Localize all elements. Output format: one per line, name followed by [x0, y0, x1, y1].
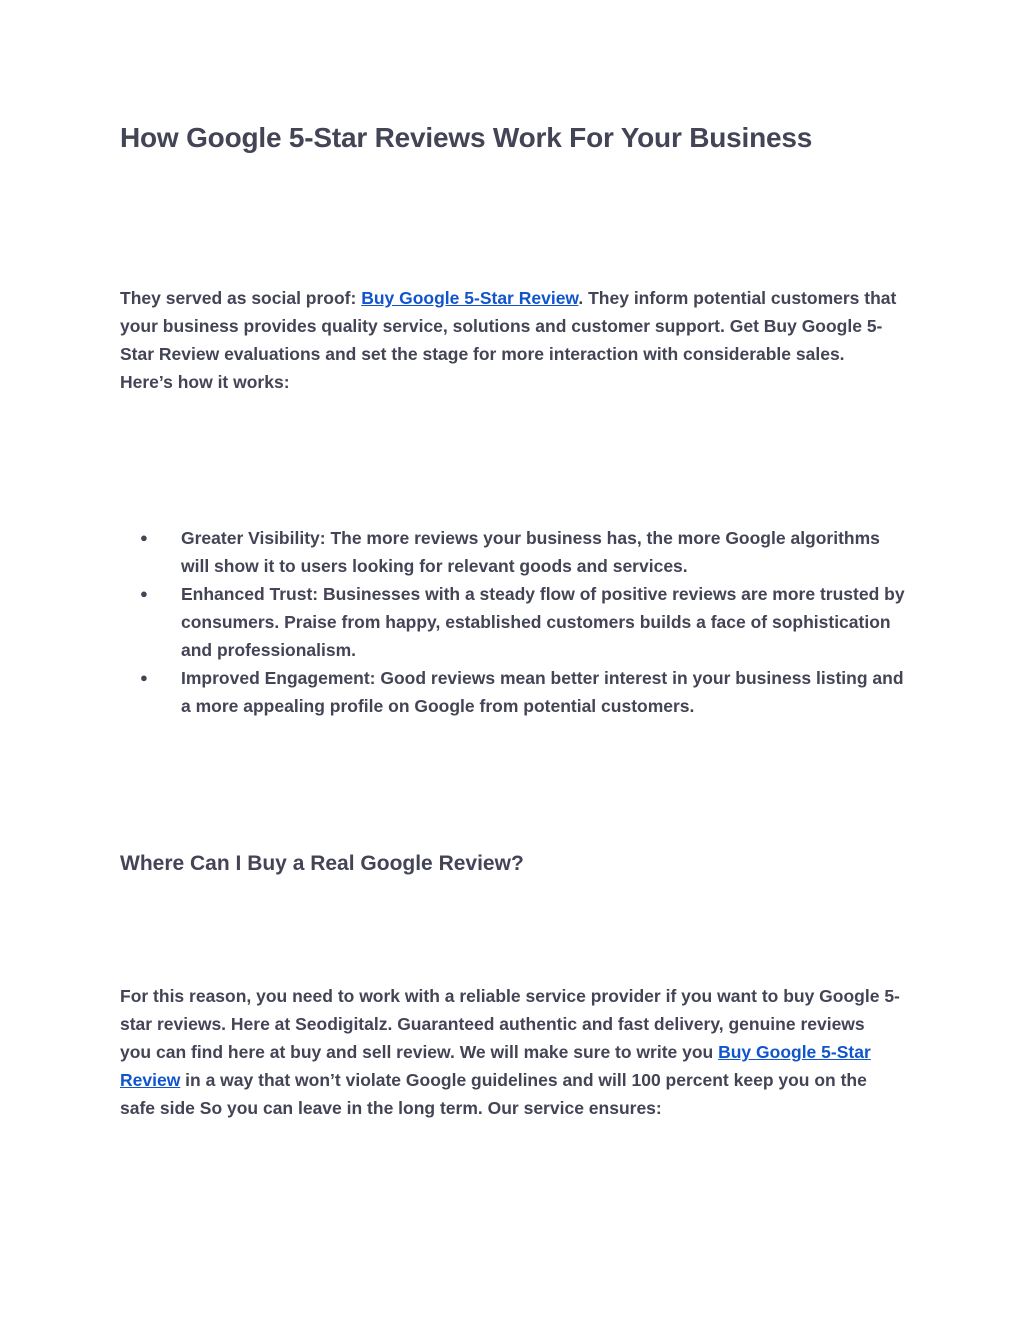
section-paragraph [120, 982, 900, 1122]
buy-google-review-link[interactable]: Buy Google 5-Star Review [361, 288, 579, 308]
intro-paragraph [120, 284, 900, 396]
bullet-icon: ● [140, 670, 148, 685]
buy-google-review-link[interactable]: Buy Google 5-Star Review [120, 1042, 871, 1090]
section-text-before-link: For this reason, you need to work with a reliable service provider if you want to buy Google 5-star reviews. Here at Seodigitalz. Guaranteed authentic and fast delivery, genuine reviews you can find here at buy and sell review. We will make sure to write you [120, 986, 900, 1062]
page-title: How Google 5-Star Reviews Work For Your Business [120, 122, 813, 153]
list-item-text: Greater Visibility: The more reviews your business has, the more Google algorithms will show it to users looking for relevant goods and services. [181, 528, 880, 576]
list-item [120, 524, 910, 580]
section-heading: Where Can I Buy a Real Google Review? [120, 852, 524, 875]
list-item-text: Enhanced Trust: Businesses with a steady flow of positive reviews are more trusted by consumers. Praise from happy, established customers builds a face of sophistication and professionalism. [181, 584, 905, 660]
list-item [120, 664, 910, 720]
intro-text-after-link: . They inform potential customers that your business provides quality service, solutions and customer support. Get Buy Google 5-Star Review evaluations and set the stage for more interaction with considerable sales. Here’s how it works: [120, 288, 897, 392]
benefits-list [120, 524, 910, 720]
intro-text-before-link: They served as social proof: [120, 288, 362, 308]
bullet-icon: ● [140, 586, 148, 601]
list-item [120, 580, 910, 664]
list-item-text: Improved Engagement: Good reviews mean better interest in your business listing and a more appealing profile on Google from potential customers. [181, 668, 904, 716]
bullet-icon: ● [140, 530, 148, 545]
section-text-after-link: in a way that won’t violate Google guidelines and will 100 percent keep you on the safe side So you can leave in the long term. Our service ensures: [120, 1070, 867, 1118]
